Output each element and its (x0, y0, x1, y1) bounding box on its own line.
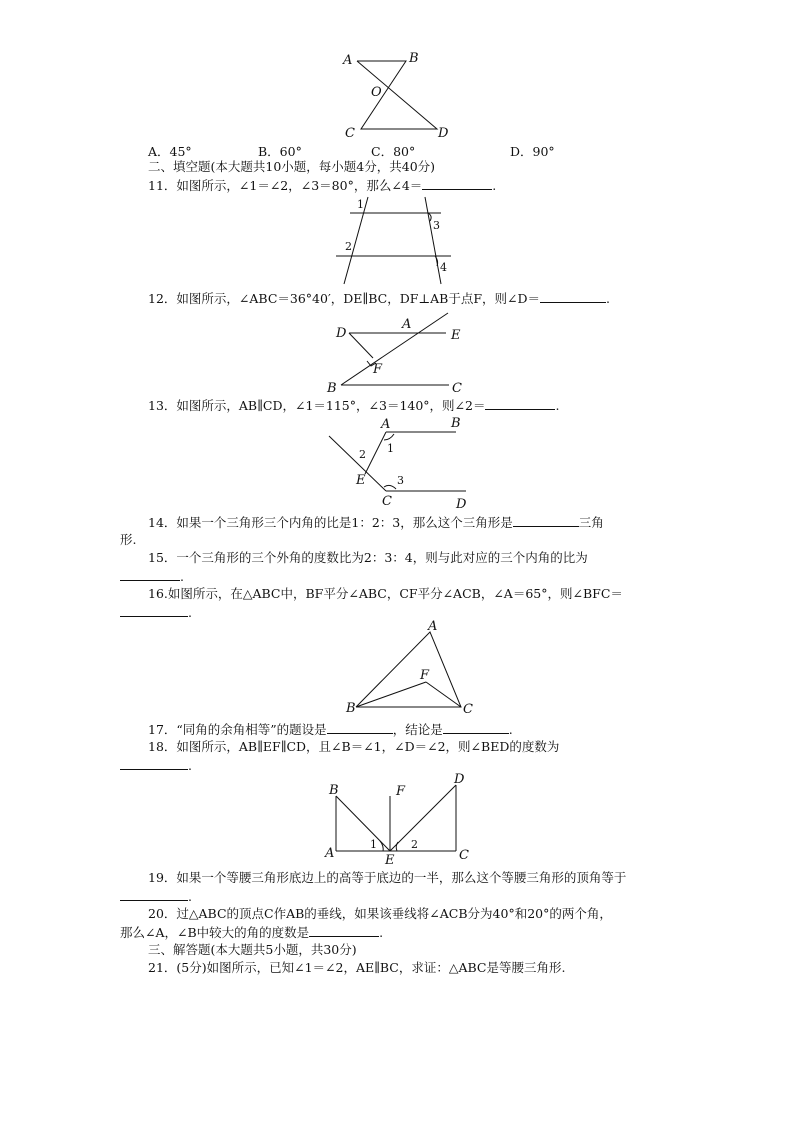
fig16-label-f: F (420, 668, 430, 683)
fig18-angle-2: 2 (411, 838, 418, 851)
q17-conclusion-blank (443, 721, 509, 734)
question-16-line1: 16.如图所示，在△ABC中，BF平分∠ABC，CF平分∠ACB，∠A＝65°，则∠BFC＝ (148, 586, 623, 601)
fig12-label-d: D (336, 326, 347, 341)
figure-q11 (336, 197, 451, 284)
q10-option-d: D．90° (510, 144, 555, 159)
q10-option-a: A．45° (148, 144, 192, 159)
fig13-label-d: D (456, 497, 467, 512)
q20-answer-blank (309, 924, 379, 937)
q11-answer-blank (422, 177, 492, 190)
fig12-label-b: B (327, 381, 337, 396)
question-20-line1: 20．过△ABC的顶点C作AB的垂线，如果该垂线将∠ACB分为40°和20°的两个角， (148, 906, 612, 921)
question-13: 13．如图所示，AB∥CD，∠1＝115°，∠3＝140°，则∠2＝ . (148, 398, 560, 413)
question-14-line1: 14．如果一个三角形三个内角的比是1：2：3，那么这个三角形是 三角 (148, 515, 604, 530)
q17-premise-blank (327, 721, 393, 734)
fig18-label-a: A (325, 846, 335, 861)
question-15-line1: 15．一个三角形的三个外角的度数比为2：3：4，则与此对应的三个内角的比为 (148, 550, 588, 565)
fig16-label-a: A (428, 619, 438, 634)
fig10-label-c: C (345, 126, 355, 141)
fig13-label-e: E (356, 473, 366, 488)
fig18-label-e: E (385, 853, 395, 868)
fig13-angle-1: 1 (387, 442, 394, 455)
question-20-line2: 那么∠A，∠B中较大的角的度数是 . (120, 925, 384, 940)
fig10-label-a: A (343, 53, 353, 68)
fig12-label-e: E (451, 328, 461, 343)
question-21: 21．(5分)如图所示，已知∠1＝∠2，AE∥BC，求证：△ABC是等腰三角形. (148, 960, 566, 975)
q12-answer-blank (540, 290, 606, 303)
fig16-label-b: B (346, 701, 356, 716)
fig13-angle-3: 3 (397, 474, 404, 487)
question-19-line2: . (120, 888, 192, 905)
question-19-line1: 19．如果一个等腰三角形底边上的高等于底边的一半，那么这个等腰三角形的顶角等于 (148, 870, 627, 885)
fig18-label-f: F (396, 784, 406, 799)
question-18-line1: 18．如图所示，AB∥EF∥CD，且∠B＝∠1，∠D＝∠2，则∠BED的度数为 (148, 739, 560, 754)
question-16-line2: . (120, 604, 192, 621)
figure-q10 (342, 51, 449, 141)
fig11-angle-2: 2 (345, 240, 352, 253)
question-17: 17．“同角的余角相等”的题设是 ，结论是 . (148, 722, 513, 737)
q13-answer-blank (485, 397, 555, 410)
fig10-label-o: O (371, 85, 382, 100)
fig12-label-a: A (402, 317, 412, 332)
fig13-label-a: A (381, 417, 391, 432)
q19-answer-blank (120, 888, 188, 901)
fig11-angle-4: 4 (440, 261, 447, 274)
q14-answer-blank (513, 514, 579, 527)
q16-answer-blank (120, 604, 188, 617)
fig11-angle-1: 1 (357, 198, 364, 211)
section3-title: 三、解答题(本大题共5小题，共30分) (148, 942, 357, 957)
fig13-angle-2: 2 (359, 448, 366, 461)
fig12-label-c: C (452, 381, 462, 396)
question-15-line2: . (120, 568, 184, 585)
fig18-angle-1: 1 (370, 838, 377, 851)
fig10-label-b: B (409, 51, 419, 66)
fig12-label-f: F (373, 362, 383, 377)
question-11: 11．如图所示，∠1＝∠2，∠3＝80°，那么∠4＝ . (148, 178, 497, 193)
fig13-label-c: C (382, 494, 392, 509)
fig16-label-c: C (463, 702, 473, 717)
fig18-label-c: C (459, 848, 469, 863)
figure-q13 (329, 416, 467, 512)
question-12: 12．如图所示，∠ABC＝36°40′，DE∥BC，DF⊥AB于点F，则∠D＝ . (148, 291, 611, 306)
q18-answer-blank (120, 757, 188, 770)
q10-option-b: B．60° (258, 144, 302, 159)
fig18-label-b: B (329, 783, 339, 798)
fig13-label-b: B (451, 416, 461, 431)
question-14-line2: 形. (120, 532, 137, 547)
section2-title: 二、填空题(本大题共10小题，每小题4分，共40分) (148, 159, 436, 174)
fig11-angle-3: 3 (433, 219, 440, 232)
q15-answer-blank (120, 568, 180, 581)
fig10-label-d: D (438, 126, 449, 141)
figure-q12 (326, 313, 462, 396)
fig18-label-d: D (454, 772, 465, 787)
question-18-line2: . (120, 757, 192, 774)
figure-q16 (345, 619, 473, 717)
q10-option-c: C．80° (371, 144, 416, 159)
figure-q18 (324, 772, 469, 868)
